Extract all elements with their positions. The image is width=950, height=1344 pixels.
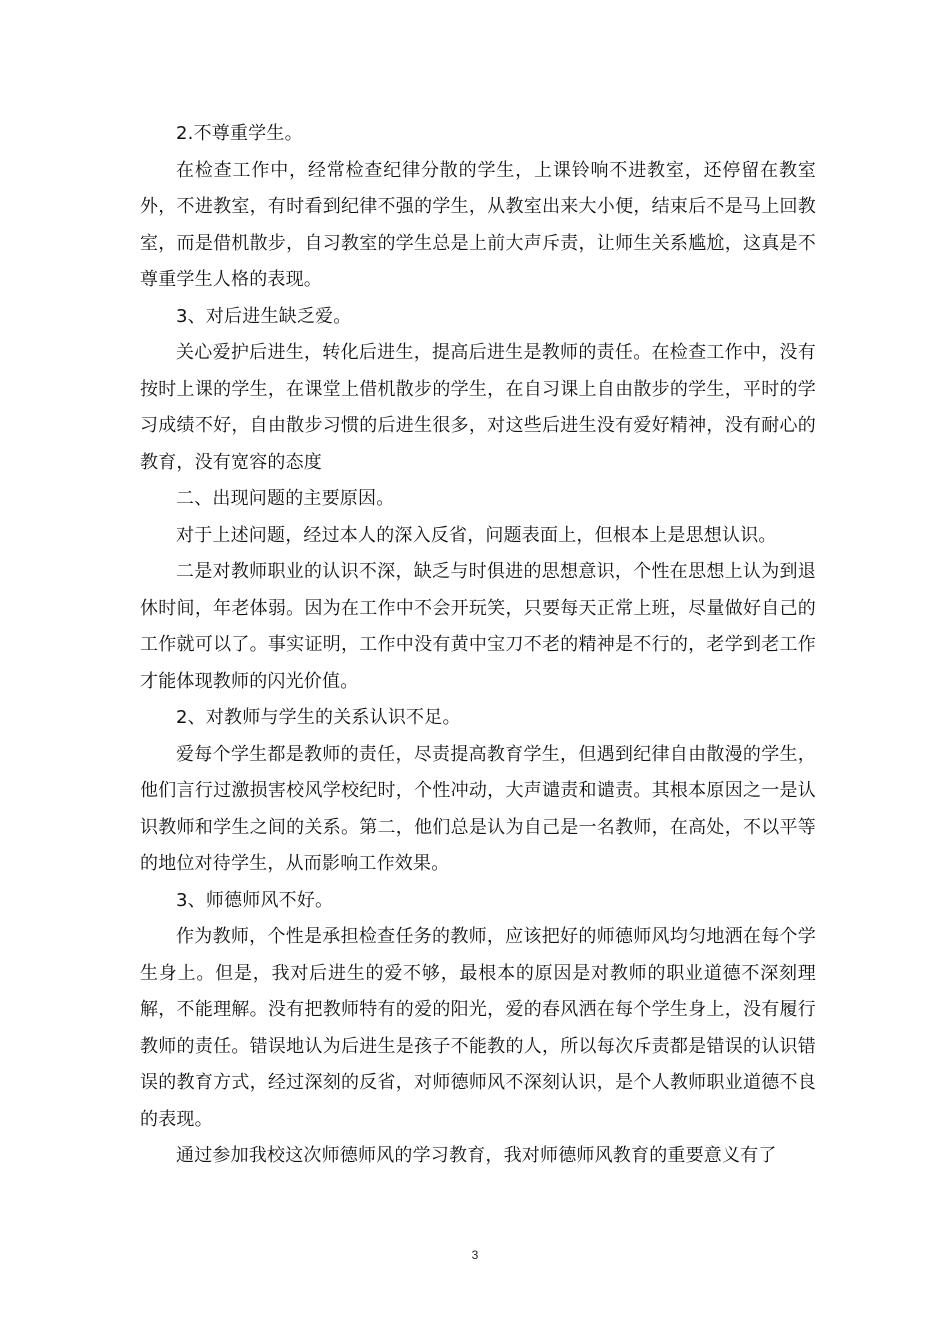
paragraph-heading: 2.不尊重学生。 (176, 123, 303, 144)
paragraph-heading: 2、对教师与学生的关系认识不足。 (176, 707, 461, 728)
paragraph-heading: 3、师德师风不好。 (176, 889, 334, 911)
paragraph: 在检查工作中，经常检查纪律分散的学生，上课铃响不进教室，还停留在教室外，不进教室，有时看到纪律不强的学生，从教室出来大小便，结束后不是马上回教室，而是借机散步，自习教室的学生总是上前大声斥责，让师生关系尴尬，这真是不尊重学生人格的表现。 (140, 159, 816, 290)
page-number: 3 (471, 1248, 479, 1262)
paragraph: 作为教师，个性是承担检查任务的教师，应该把好的师德师风均匀地洒在每个学生身上。但是，我对后进生的爱不够，最根本的原因是对教师的职业道德不深刻理解，不能理解。没有把教师特有的爱的阳光，爱的春风洒在每个学生身上，没有履行教师的责任。错误地认为后进生是孩子不能教的人，所以每次斥责都是错误的认识错误的教育方式，经过深刻的反省，对师德师风不深刻认识，是个人教师职业道德不良的表现。 (140, 926, 816, 1130)
paragraph: 通过参加我校这次师德师风的学习教育，我对师德师风教育的重要意义有了 (176, 1145, 777, 1166)
paragraph-heading: 3、对后进生缺乏爱。 (176, 305, 352, 327)
paragraph: 爱每个学生都是教师的责任，尽责提高教育学生，但遇到纪律自由散漫的学生，他们言行过激损害校风学校纪时，个性冲动，大声谴责和谴责。其根本原因之一是认识教师和学生之间的关系。第二，他们总是认为自己是一名教师，在高处，不以平等的地位对待学生，从而影响工作效果。 (140, 743, 816, 874)
document-body (140, 116, 816, 1175)
paragraph: 对于上述问题，经过本人的深入反省，问题表面上，但根本上是思想认识。 (176, 524, 777, 546)
paragraph: 关心爱护后进生，转化后进生，提高后进生是教师的责任。在检查工作中，没有按时上课的学生，在课堂上借机散步的学生，在自习课上自由散步的学生，平时的学习成绩不好，自由散步习惯的后进生很多，对这些后进生没有爱好精神，没有耐心的教育，没有宽容的态度 (140, 342, 816, 473)
paragraph-heading: 二、出现问题的主要原因。 (176, 488, 395, 509)
paragraph: 二是对教师职业的认识不深，缺乏与时俱进的思想意识，个性在思想上认为到退休时间，年老体弱。因为在工作中不会开玩笑，只要每天正常上班，尽量做好自己的工作就可以了。事实证明，工作中没有黄中宝刀不老的精神是不行的，老学到老工作才能体现教师的闪光价值。 (140, 561, 816, 692)
